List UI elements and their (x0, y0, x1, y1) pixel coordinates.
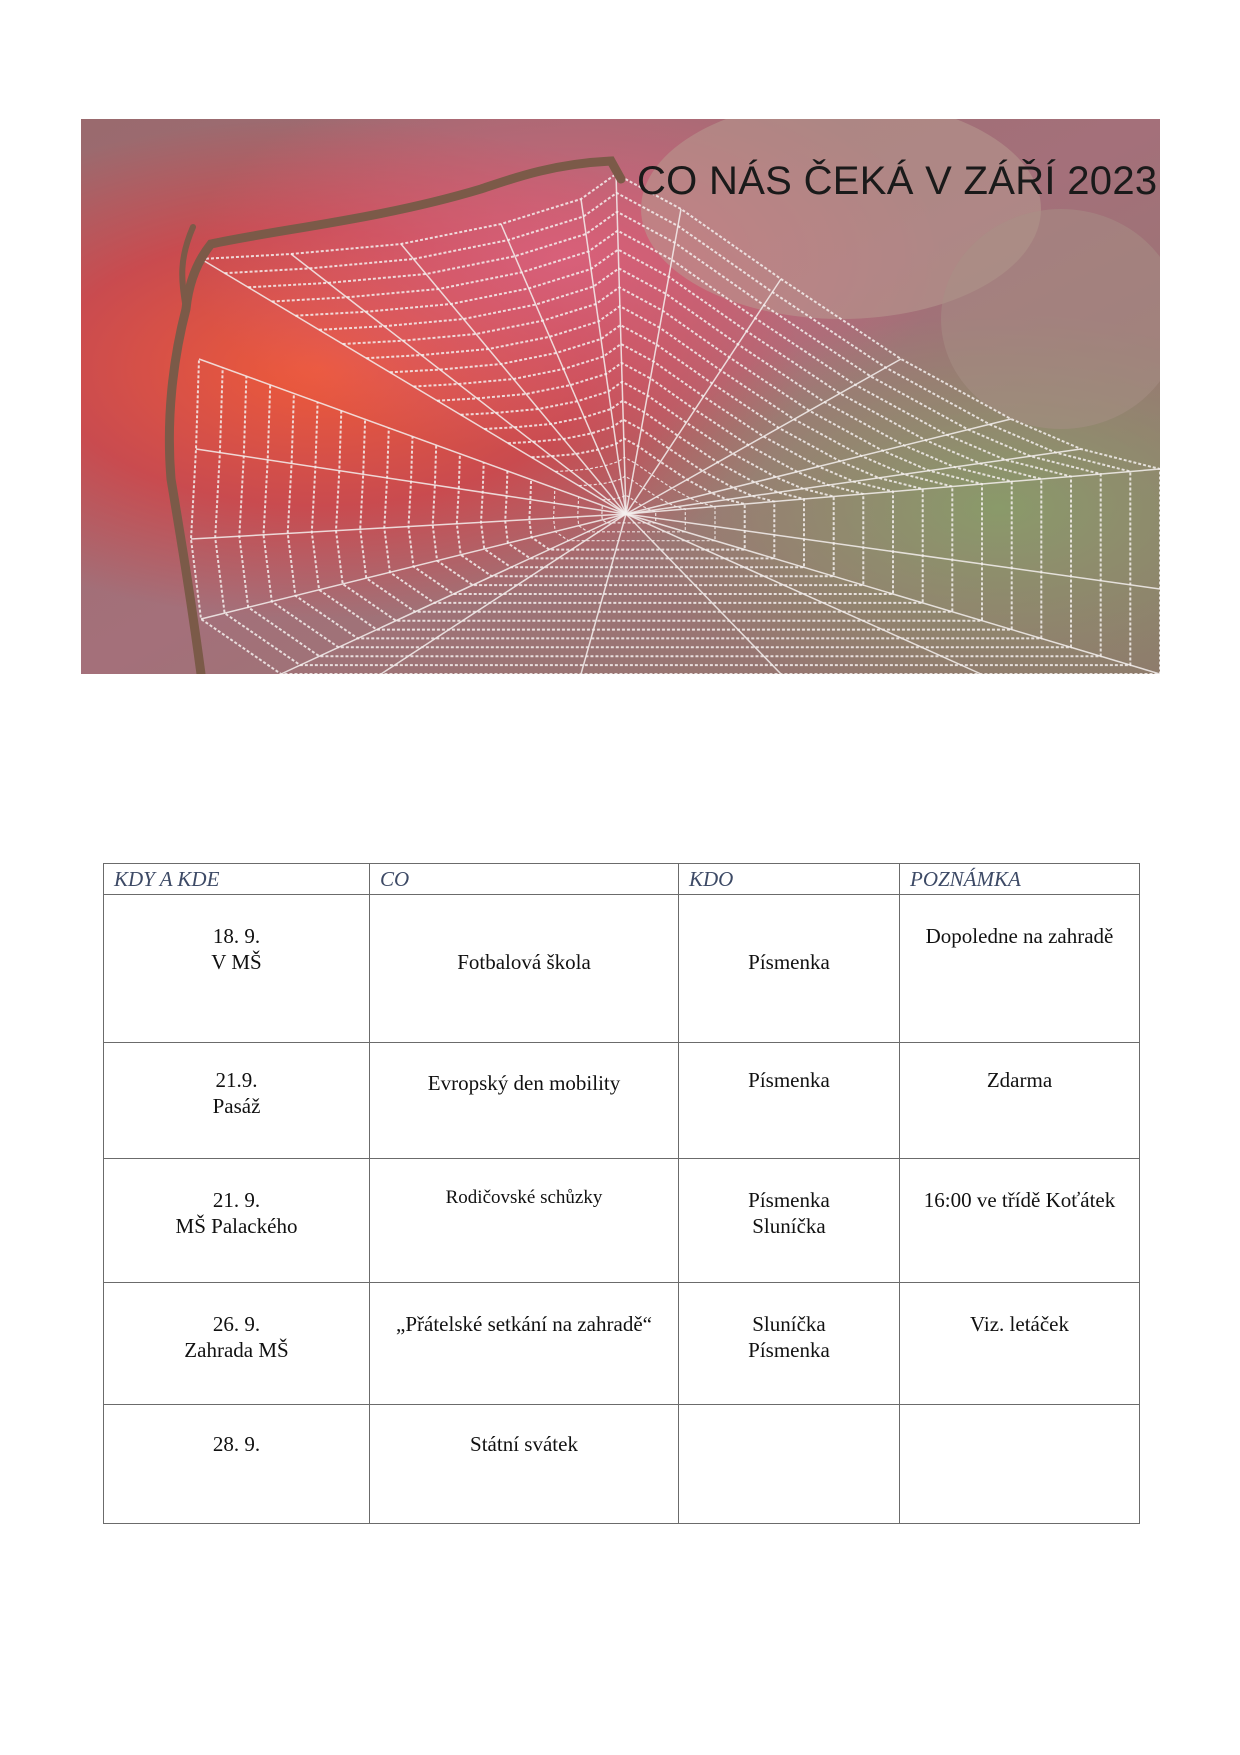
table-header-row (104, 864, 1140, 895)
group-text: Písmenka (748, 1338, 830, 1362)
table-row (104, 1159, 1140, 1283)
cell-note (900, 895, 1140, 1043)
note-text: Viz. letáček (969, 1312, 1069, 1336)
cell-who (679, 1159, 900, 1283)
cell-who (679, 1043, 900, 1159)
note-text: Dopoledne na zahradě (925, 924, 1114, 948)
table-row (104, 1043, 1140, 1159)
cell-who (679, 1283, 900, 1405)
date-text: 18. 9. (212, 924, 261, 948)
place-text: Pasáž (212, 1094, 261, 1118)
group-text: Sluníčka (752, 1312, 826, 1336)
event-text: Státní svátek (470, 1432, 578, 1456)
table-row (104, 1405, 1140, 1524)
cell-when (104, 895, 370, 1043)
note-text: 16:00 ve třídě Koťátek (923, 1188, 1116, 1212)
place-text: V MŠ (211, 950, 262, 974)
event-text: Rodičovské schůzky (445, 1187, 603, 1208)
cell-what (370, 1283, 679, 1405)
event-text: Fotbalová škola (457, 950, 591, 974)
group-text: Písmenka (748, 950, 830, 974)
cell-note (900, 1405, 1140, 1524)
note-text: Zdarma (986, 1068, 1053, 1092)
cell-note (900, 1283, 1140, 1405)
cell-note (900, 1159, 1140, 1283)
cell-when (104, 1405, 370, 1524)
cell-when (104, 1283, 370, 1405)
column-header-when: KDY A KDE (104, 864, 370, 895)
group-text: Sluníčka (752, 1214, 826, 1238)
page-title: CO NÁS ČEKÁ V ZÁŘÍ 2023 (637, 159, 1158, 203)
cell-when (104, 1159, 370, 1283)
column-header-what: CO (370, 864, 679, 895)
cell-when (104, 1043, 370, 1159)
cell-what (370, 1043, 679, 1159)
place-text: MŠ Palackého (175, 1214, 298, 1238)
cell-what (370, 1159, 679, 1283)
column-header-note: POZNÁMKA (900, 864, 1140, 895)
event-text: Evropský den mobility (427, 1071, 621, 1095)
table-row (104, 1283, 1140, 1405)
cell-who (679, 1405, 900, 1524)
group-text: Písmenka (748, 1188, 830, 1212)
date-text: 21.9. (215, 1068, 258, 1092)
hero-image (81, 119, 1160, 674)
date-text: 28. 9. (212, 1432, 261, 1456)
cell-who (679, 895, 900, 1043)
date-text: 26. 9. (212, 1312, 261, 1336)
event-text: „Přátelské setkání na zahradě“ (396, 1312, 652, 1336)
cell-note (900, 1043, 1140, 1159)
column-header-who: KDO (679, 864, 900, 895)
date-text: 21. 9. (212, 1188, 261, 1212)
place-text: Zahrada MŠ (184, 1338, 289, 1362)
cell-what (370, 1405, 679, 1524)
schedule-table (103, 863, 1140, 1524)
table-row (104, 895, 1140, 1043)
cell-what (370, 895, 679, 1043)
group-text: Písmenka (748, 1068, 830, 1092)
